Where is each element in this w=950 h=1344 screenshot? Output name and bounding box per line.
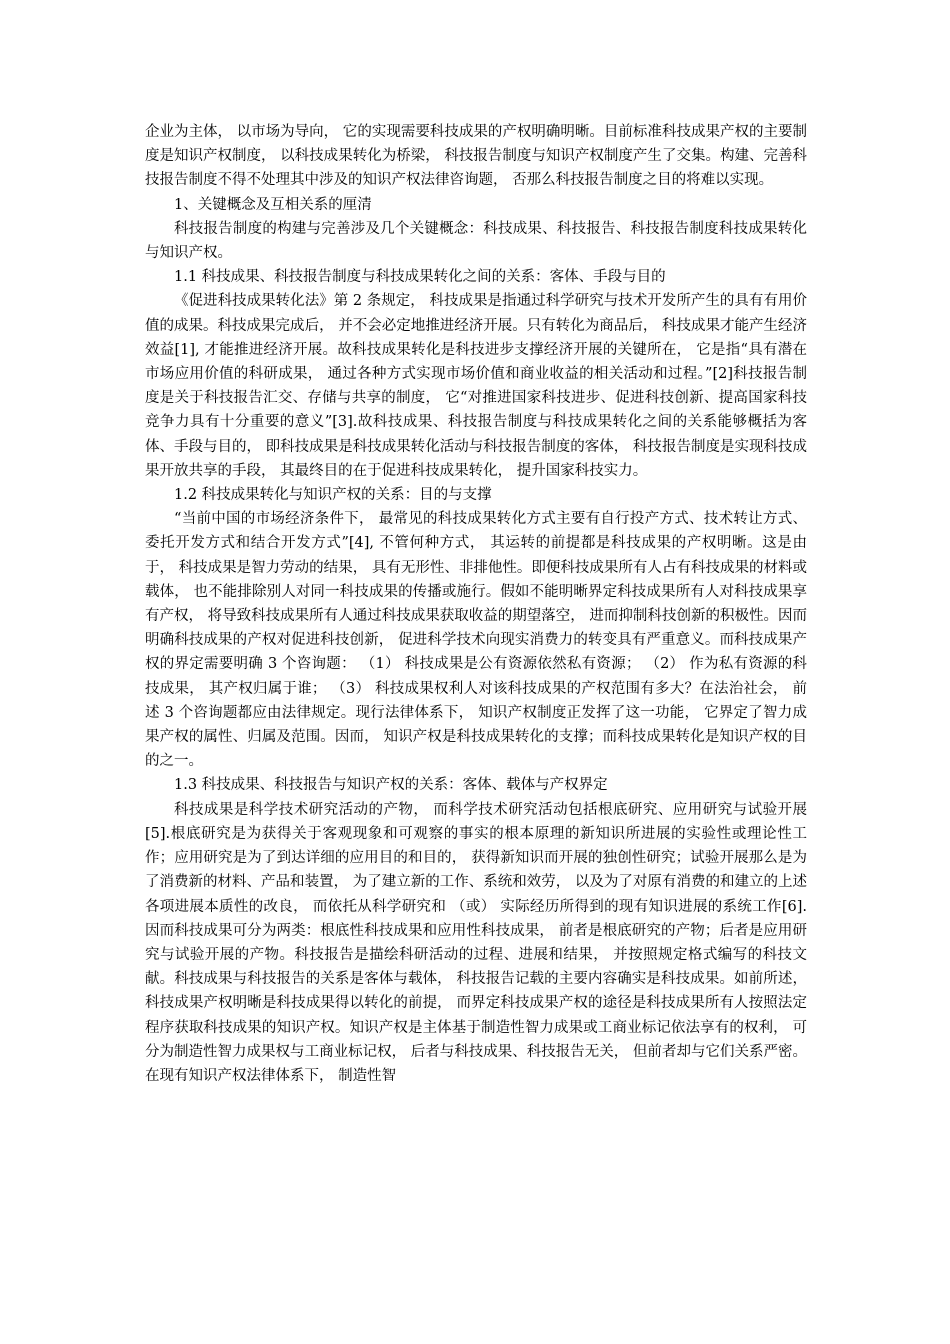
paragraph-1-1: 《促进科技成果转化法》第 2 条规定， 科技成果是指通过科学研究与技术开发所产生的具有有用价值的成果。科技成果完成后， 并不会必定地推进经济开展。只有转化为商品后， 科技成果才能产生经济效益[1], 才能推进经济开展。故科技成果转化是科技进步支撑经济开展的关键所在， 它是指“具有潜在市场应用价值的科研成果， 通过各种方式实现市场价值和商业收益的相关活动和过程。”[2]科技报告制度是关于科技报告汇交、存储与共享的制度， 它“对推进国家科技进步、促进科技创新、提高国家科技竞争力具有十分重要的意义”[3].故科技成果、科技报告制度与科技成果转化之间的关系能够概括为客体、手段与目的， 即科技成果是科技成果转化活动与科技报告制度的客体， 科技报告制度是实现科技成果开放共享的手段， 其最终目的在于促进科技成果转化， 提升国家科技实力。 — [145, 293, 807, 479]
paragraph-1-2: “当前中国的市场经济条件下， 最常见的科技成果转化方式主要有自行投产方式、技术转让方式、委托开发方式和结合开发方式”[4], 不管何种方式， 其运转的前提都是科技成果的产权明晰。这是由于， 科技成果是智力劳动的结果， 具有无形性、非排他性。即便科技成果所有人占有科技成果的材料或载体， 也不能排除别人对同一科技成果的传播或施行。假如不能明晰界定科技成果所有人对科技成果享有产权， 将导致科技成果所有人通过科技成果获取收益的期望落空， 进而抑制科技创新的积极性。因而明确科技成果的产权对促进科技创新， 促进科学技术向现实消费力的转变具有严重意义。而科技成果产权的界定需要明确 3 个咨询题： （1） 科技成果是公有资源依然私有资源； （2） 作为私有资源的科技成果， 其产权归属于谁； （3） 科技成果权利人对该科技成果的产权范围有多大？在法治社会， 前述 3 个咨询题都应由法律规定。现行法律体系下， 知识产权制度正发挥了这一功能， 它界定了智力成果产权的属性、归属及范围。因而， 知识产权是科技成果转化的支撑；而科技成果转化是知识产权的目的之一。 — [145, 511, 807, 770]
paragraph-key-concepts: 科技报告制度的构建与完善涉及几个关键概念：科技成果、科技报告、科技报告制度科技成果转化与知识产权。 — [145, 220, 807, 262]
section-heading-1-1: 1.1 科技成果、科技报告制度与科技成果转化之间的关系：客体、手段与目的 — [174, 269, 666, 286]
section-heading-1-3: 1.3 科技成果、科技报告与知识产权的关系：客体、载体与产权界定 — [174, 777, 608, 794]
paragraph-intro: 企业为主体， 以市场为导向， 它的实现需要科技成果的产权明确明晰。目前标准科技成果产权的主要制度是知识产权制度， 以科技成果转化为桥梁， 科技报告制度与知识产权制度产生了交集。构建、完善科技报告制度不得不处理其中涉及的知识产权法律咨询题， 否那么科技报告制度之目的将难以实现。 — [145, 124, 807, 189]
section-heading-1-2: 1.2 科技成果转化与知识产权的关系：目的与支撑 — [174, 487, 492, 504]
document-page — [145, 120, 807, 1088]
paragraph-1-3: 科技成果是科学技术研究活动的产物， 而科学技术研究活动包括根底研究、应用研究与试验开展[5].根底研究是为获得关于客观现象和可观察的事实的根本原理的新知识所进展的实验性或理论性工作；应用研究是为了到达详细的应用目的和目的， 获得新知识而开展的独创性研究；试验开展那么是为了消费新的材料、产品和装置， 为了建立新的工作、系统和效劳， 以及为了对原有消费的和建立的上述各项进展本质性的改良， 而依托从科学研究和 （或） 实际经历所得到的现有知识进展的系统工作[6].因而科技成果可分为两类：根底性科技成果和应用性科技成果， 前者是根底研究的产物；后者是应用研究与试验开展的产物。科技报告是描绘科研活动的过程、进展和结果， 并按照规定格式编写的科技文献。科技成果与科技报告的关系是客体与载体， 科技报告记载的主要内容确实是科技成果。如前所述， 科技成果产权明晰是科技成果得以转化的前提， 而界定科技成果产权的途径是科技成果所有人按照法定程序获取科技成果的知识产权。知识产权是主体基于制造性智力成果或工商业标记依法享有的权利， 可分为制造性智力成果权与工商业标记权， 后者与科技成果、科技报告无关， 但前者却与它们关系严密。在现有知识产权法律体系下， 制造性智 — [145, 801, 807, 1084]
section-heading-1: 1、关键概念及互相关系的厘清 — [174, 196, 372, 213]
